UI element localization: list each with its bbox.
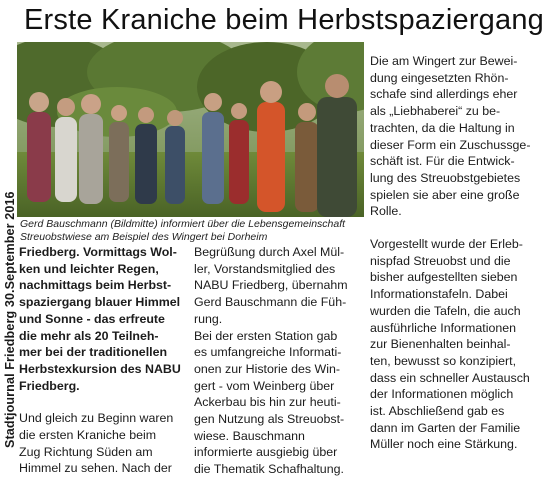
article-lead: Friedberg. Vormittags Wol- ken und leichter Regen, nachmittags beim Herbst- spaziergang blauer Himmel und Sonne - das erfreute die mehr als 20 Teilneh- mer bei der traditionellen Herbstexkursion des NABU Friedberg. bbox=[19, 245, 181, 393]
article-paragraph: Begrüßung durch Axel Mül- ler, Vorstandsmitglied des NABU Friedberg, übernahm Gerd Bauschmann die Füh- rung. bbox=[194, 245, 348, 326]
article-headline: Erste Kraniche beim Herbstspaziergang bbox=[24, 4, 544, 36]
article-column-1 bbox=[19, 244, 187, 477]
article-photo bbox=[17, 42, 364, 217]
article-paragraph: Und gleich zu Beginn waren die ersten Kraniche beim Zug Richtung Süden am Himmel zu sehen. Nach der bbox=[19, 411, 174, 476]
photo-caption: Gerd Bauschmann (Bildmitte) informiert über die Lebensgemeinschaft Streuobstwiese am Beispiel des Wingert bei Dorheim bbox=[20, 218, 346, 243]
article-paragraph: Bei der ersten Station gab es umfangreiche Informati- onen zur Historie des Win- gert - vom Weinberg über Ackerbau bis hin zur heuti- gen Nutzung als Streuobst- wiese. Bauschmann informierte ausgiebig über die Thematik Schafhaltung. bbox=[194, 328, 345, 477]
article-column-2 bbox=[194, 244, 364, 478]
publication-date-label: Stadtjournal Friedberg 30.September 2016 bbox=[3, 191, 17, 448]
article-paragraph: Vorgestellt wurde der Erleb- nispfad Streuobst und die bisher aufgestellten sieben Informationstafeln. Dabei wurden die Tafeln, die auch ausführliche Informationen zur Bienenhalten beinhal- ten, bewusst so konzipiert, dass ein schneller Austausch der Informationen möglich ist. Abschließend gab es dann im Garten der Familie Müller noch eine Stärkung. bbox=[370, 237, 530, 452]
article-paragraph: Die am Wingert zur Bewei- dung eingesetzten Rhön- schafe sind allerdings eher als „Liebhaberei“ zu be- trachten, da die Haltung in dieser Form ein Zuschussge- schäft ist. Für die Entwick- lung des Streuobstgebietes spielen sie aber eine große Rolle. bbox=[370, 54, 531, 219]
article-column-3 bbox=[370, 53, 545, 453]
